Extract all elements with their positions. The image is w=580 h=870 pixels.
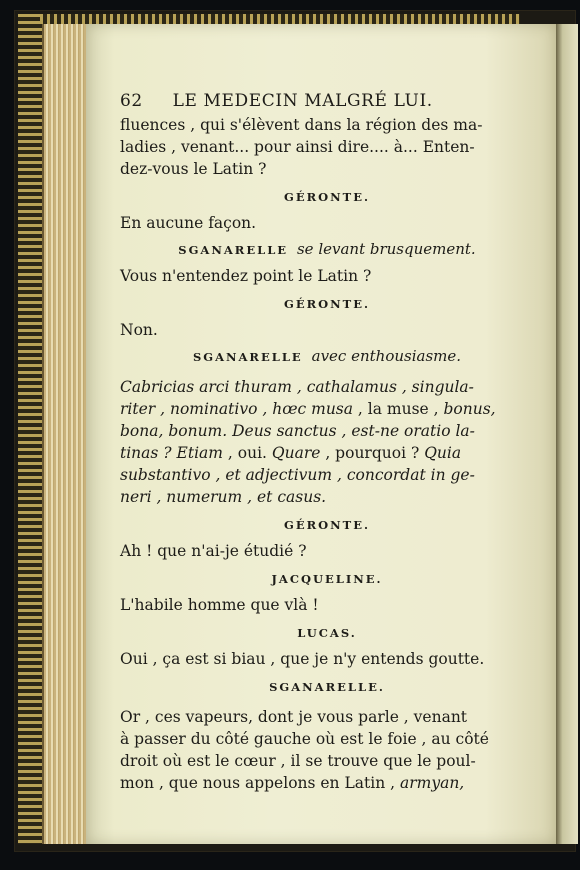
french-text: , oui. <box>222 444 272 462</box>
speaker-name: GÉRONTE. <box>284 297 370 311</box>
text-line: Oui , ça est si biau , que je n'y entends goutte. <box>120 650 485 668</box>
speaker-name: SGANARELLE <box>178 243 289 257</box>
latin-text: riter , nominativo , hœc musa <box>120 400 353 418</box>
french-text: , pourquoi ? <box>320 444 425 462</box>
latin-text: bonus, <box>443 400 496 418</box>
text-line: En aucune façon. <box>120 214 257 232</box>
speaker-name: JACQUELINE. <box>271 572 383 586</box>
text-line <box>120 398 534 420</box>
text-line: bona, bonum. Deus sanctus , est-ne oratio la- <box>120 422 475 440</box>
running-title: LE MEDECIN MALGRÉ LUI. <box>172 91 433 111</box>
running-header <box>120 90 534 112</box>
text-line: fluences , qui s'élèvent dans la région des ma- <box>120 116 483 134</box>
speaker-name: SGANARELLE <box>192 350 303 364</box>
french-text: , la muse , <box>353 400 444 418</box>
page-text <box>120 90 534 794</box>
text-line: Vous n'entendez point le Latin ? <box>120 267 372 285</box>
speaker-name: LUCAS. <box>297 626 357 640</box>
latin-text: Quare <box>271 444 321 462</box>
text-line <box>120 442 534 464</box>
text-line: droit où est le cœur , il se trouve que le poul- <box>120 752 476 770</box>
next-page-edge <box>556 24 578 844</box>
decorative-top-border <box>40 14 520 24</box>
speaker-name: GÉRONTE. <box>284 518 370 532</box>
speaker-heading <box>120 238 534 261</box>
text-line: Cabricias arci thuram , cathalamus , singula- <box>120 378 474 396</box>
page-number: 62 <box>120 91 143 111</box>
speaker-heading <box>120 345 534 368</box>
text-line <box>120 772 534 794</box>
text-line: L'habile homme que vlà ! <box>120 596 319 614</box>
speaker-name: GÉRONTE. <box>284 190 370 204</box>
text-line: Non. <box>120 321 158 339</box>
speaker-name: SGANARELLE. <box>269 680 385 694</box>
text-line: Ah ! que n'ai-je étudié ? <box>120 542 307 560</box>
latin-text: armyan, <box>399 774 465 792</box>
french-text: mon , que nous appelons en Latin , <box>120 774 400 792</box>
stage-direction: se levant brusquement. <box>296 240 476 258</box>
text-line: neri , numerum , et casus. <box>120 488 327 506</box>
stage-direction: avec enthousiasme. <box>311 347 462 365</box>
latin-text: tinas ? Etiam <box>120 444 223 462</box>
text-line: ladies , venant... pour ainsi dire.... à... Enten- <box>120 138 475 156</box>
text-line: Or , ces vapeurs, dont je vous parle , venant <box>120 708 468 726</box>
text-line: dez-vous le Latin ? <box>120 160 267 178</box>
text-line: substantivo , et adjectivum , concordat in ge- <box>120 466 475 484</box>
text-line: à passer du côté gauche où est le foie , au côté <box>120 730 489 748</box>
latin-text: Quia <box>424 444 462 462</box>
